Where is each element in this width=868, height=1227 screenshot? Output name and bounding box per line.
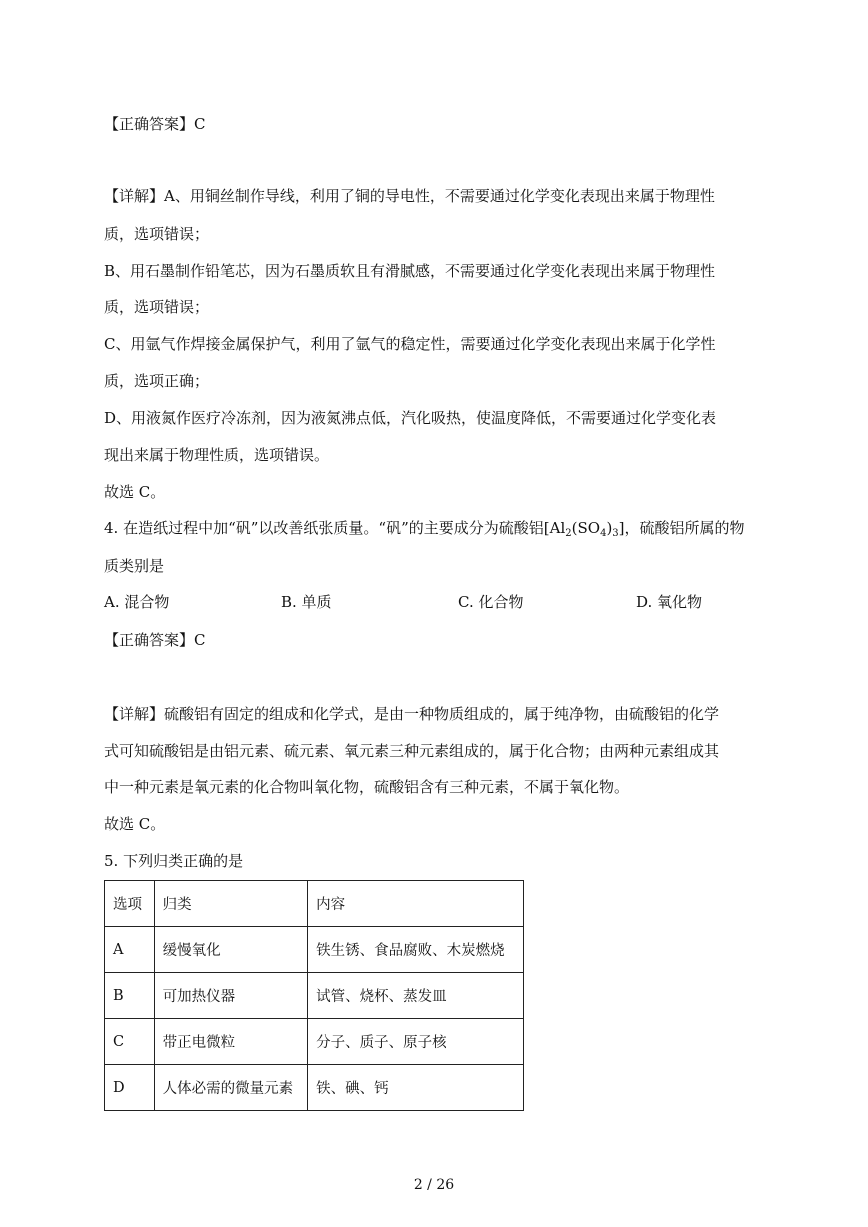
table-cell: A xyxy=(105,927,155,973)
q3-answer: 【正确答案】C xyxy=(104,115,206,133)
table-cell: 人体必需的微量元素 xyxy=(154,1065,307,1111)
table-cell: 试管、烧杯、蒸发皿 xyxy=(308,973,524,1019)
table-row xyxy=(105,1019,524,1065)
table-cell: D xyxy=(105,1065,155,1111)
q3-detail-line: 质，选项错误； xyxy=(104,225,210,243)
q4-stem xyxy=(104,518,745,544)
table-cell: 可加热仪器 xyxy=(154,973,307,1019)
q4-stem-line: 质类别是 xyxy=(104,557,165,575)
table-cell: 缓慢氧化 xyxy=(154,927,307,973)
table-cell: 分子、质子、原子核 xyxy=(308,1019,524,1065)
q4-stem-text: ]，硫酸铝所属的物 xyxy=(618,519,745,537)
q4-stem-text: ) xyxy=(606,519,613,537)
q4-stem-text: 4. 在造纸过程中加“矾”以改善纸张质量。“矾”的主要成分为硫酸铝[Al xyxy=(104,519,566,537)
q4-answer: 【正确答案】C xyxy=(104,631,206,649)
q4-detail-line: 式可知硫酸铝是由铝元素、硫元素、氧元素三种元素组成的，属于化合物；由两种元素组成其 xyxy=(104,742,720,760)
q4-stem-subscript: 2 xyxy=(565,528,572,539)
q3-choice: 故选 C。 xyxy=(104,483,166,501)
table-cell: 铁、碘、钙 xyxy=(308,1065,524,1111)
q3-detail-line: 质，选项错误； xyxy=(104,298,210,316)
q5-stem: 5. 下列归类正确的是 xyxy=(104,852,244,870)
q4-option-c: C. 化合物 xyxy=(458,593,524,611)
table-row xyxy=(105,973,524,1019)
table-cell: 带正电微粒 xyxy=(154,1019,307,1065)
q5-classification-table xyxy=(104,880,524,1111)
q4-detail-line: 【详解】硫酸铝有固定的组成和化学式，是由一种物质组成的，属于纯净物，由硫酸铝的化学 xyxy=(104,705,720,723)
q3-detail-line: D、用液氮作医疗冷冻剂，因为液氮沸点低，汽化吸热，使温度降低，不需要通过化学变化表 xyxy=(104,409,717,427)
table-header-cell: 内容 xyxy=(308,881,524,927)
table-header-row xyxy=(105,881,524,927)
page-number: 2 / 26 xyxy=(413,1177,455,1193)
table-row xyxy=(105,927,524,973)
q3-detail-line: 【详解】A、用铜丝制作导线，利用了铜的导电性，不需要通过化学变化表现出来属于物理性 xyxy=(104,187,715,205)
q4-option-b: B. 单质 xyxy=(281,593,332,611)
table-cell: 铁生锈、食品腐败、木炭燃烧 xyxy=(308,927,524,973)
q4-stem-subscript: 4 xyxy=(600,528,607,539)
q3-detail-line: 现出来属于物理性质，选项错误。 xyxy=(104,446,330,464)
q4-detail-line: 中一种元素是氧元素的化合物叫氧化物，硫酸铝含有三种元素，不属于氧化物。 xyxy=(104,778,630,796)
table-row xyxy=(105,1065,524,1111)
table-cell: C xyxy=(105,1019,155,1065)
q3-detail-line: 质，选项正确； xyxy=(104,372,210,390)
q4-stem-text: (SO xyxy=(571,519,601,537)
q4-choice: 故选 C。 xyxy=(104,815,166,833)
q3-detail-line: B、用石墨制作铅笔芯，因为石墨质软且有滑腻感，不需要通过化学变化表现出来属于物理性 xyxy=(104,262,716,280)
q4-stem-subscript: 3 xyxy=(612,528,619,539)
table-cell: B xyxy=(105,973,155,1019)
table-header-cell: 选项 xyxy=(105,881,155,927)
q4-option-a: A. 混合物 xyxy=(104,593,170,611)
q3-detail-line: C、用氩气作焊接金属保护气，利用了氩气的稳定性，需要通过化学变化表现出来属于化学性 xyxy=(104,335,716,353)
q4-option-d: D. 氧化物 xyxy=(636,593,703,611)
table-header-cell: 归类 xyxy=(154,881,307,927)
